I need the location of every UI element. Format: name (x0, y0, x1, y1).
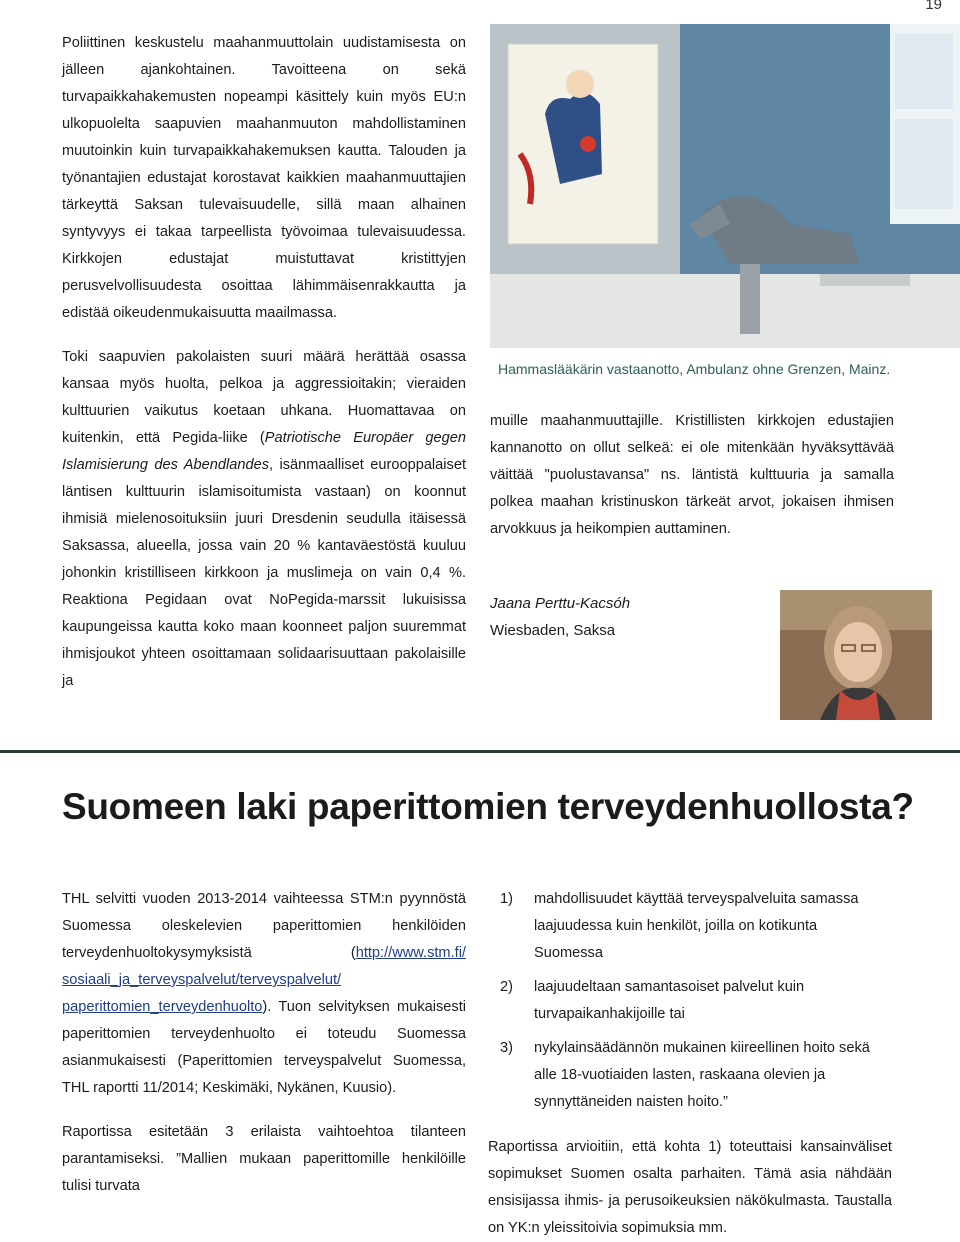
paragraph-text: Toki saapuvien pakolaisten suuri määrä herättää osassa kansaa myös huolta, pelkoa ja aggressioitakin; vieraiden kulttuurien vaikutus koetaan uhkana. Huomattavaa on kuitenkin, että Pegida-liike ( (62, 349, 466, 446)
author-block (490, 590, 630, 644)
author-portrait-illustration (780, 590, 932, 720)
article-column-right-2 (488, 1134, 892, 1242)
paragraph: muille maahanmuuttajille. Kristillisten kirkkojen edustajien kannanotto on ollut selkeä: ei ole mitenkään hyväksyttävää väittää "puolustavansa" ns. läntistä kulttuuria ja samalla polkea maahan kristinuskon tärkeät arvot, jokaisen ihmisen arvokkuus ja heikompien auttaminen. (490, 413, 894, 537)
italic-phrase: Patriotische Europäer gegen Islamisierung des Abendlandes (62, 430, 466, 473)
article-column-left (62, 30, 466, 695)
list-item (500, 974, 890, 1028)
section-headline: Suomeen laki paperittomien terveydenhuollosta? (62, 786, 914, 827)
paragraph: Raportissa arvioitiin, että kohta 1) toteuttaisi kansainväliset sopimukset Suomen osalta parhaiten. Tämä asia nähdään ensisijassa ihmis- ja perusoikeuksien näkökulmasta. Taustalla on YK:n yleissitoivia sopimuksia mm. (488, 1139, 892, 1236)
photo-caption: Hammaslääkärin vastaanotto, Ambulanz ohne Grenzen, Mainz. (498, 361, 891, 377)
paragraph-text: , isänmaalliset eurooppalaiset läntisen kulttuurin islamisoitumista vastaan) on koonnut ihmisiä mielenosoituksiin juuri Dresdenin seudulla itäisessä Saksassa, alueella, jossa vain 20 % kantaväestöstä kuuluu johonkin kristilliseen kirkkoon ja muslimeja on vain 0,4 %. Reaktiona Pegidaan ovat NoPegida-marssit lukuisissa kaupungeissa kautta koko maan koonneet paljon suuremmat ihmisjoukot yhteen osoittamaan solidaarisuuttaan pakolaisille ja (62, 457, 467, 689)
options-list (500, 886, 890, 1123)
list-text: laajuudeltaan samantasoiset palvelut kuin turvapaikanhakijoille tai (534, 979, 805, 1022)
article-column-right (490, 408, 894, 543)
author-place: Wiesbaden, Saksa (490, 622, 616, 639)
list-number: 3) (500, 1040, 513, 1056)
paragraph (62, 344, 466, 695)
paragraph: Poliittinen keskustelu maahanmuuttolain uudistamisesta on jälleen ajankohtainen. Tavoitteena on sekä turvapaikkahakemusten nopeampi käsittely kuin myös EU:n ulkopuolelta saapuvien maahanmuuton mahdollistaminen muutoinkin kuin turvapaikkahakemuksen kautta. Talouden ja työnantajien edustajat korostavat kaikkien maahanmuuttajien tärkeyttä Saksan tulevaisuudelle, sillä maan alhainen syntyvyys ei takaa tarpeellista työvoimaa tulevaisuudessa. Kirkkojen edustajat muistuttavat kristittyjen perusvelvollisuudesta osoittaa lähimmäisenrakkautta ja edistää oikeudenmukaisuutta maailmassa. (62, 35, 466, 321)
list-text: mahdollisuudet käyttää terveyspalveluita samassa laajuudessa kuin henkilöt, joilla on kotikunta Suomessa (534, 891, 859, 961)
section-divider (0, 750, 960, 753)
list-item (500, 1035, 890, 1116)
list-item (500, 886, 890, 967)
list-text: nykylainsäädännön mukainen kiireellinen hoito sekä alle 18-vuotiaiden lasten, raskaana olevien ja synnyttäneiden naisten hoito.” (534, 1040, 870, 1110)
paragraph-text: ). Tuon selvityksen mukaisesti paperittomien terveydenhuolto ei toteudu Suomessa asianmukaisesti (Paperittomien terveyspalvelut Suomessa, THL raportti 11/2014; Keskimäki, Nykänen, Kuusio). (62, 999, 466, 1096)
paragraph-text: THL selvitti vuoden 2013-2014 vaihteessa STM:n pyynnöstä Suomessa oleskelevien paperittomien henkilöiden terveydenhuoltokysymyksistä ( (62, 891, 466, 961)
page-number: 19 (925, 0, 942, 13)
list-number: 1) (500, 891, 513, 907)
paragraph (62, 886, 466, 1102)
report-link[interactable]: http://www.stm.fi/ sosiaali_ja_terveyspalvelut/terveyspalvelut/ paperittomien_terveydenhuolto (62, 945, 466, 1015)
paragraph: Raportissa esitetään 3 erilaista vaihtoehtoa tilanteen parantamiseksi. ”Mallien mukaan paperittomille henkilöille tulisi turvata (62, 1124, 466, 1194)
list-number: 2) (500, 979, 513, 995)
dental-clinic-illustration (490, 24, 960, 348)
dental-clinic-photo (490, 24, 960, 348)
article-column-left-2 (62, 886, 466, 1200)
author-portrait (780, 590, 932, 720)
author-name: Jaana Perttu-Kacsóh (490, 595, 631, 612)
